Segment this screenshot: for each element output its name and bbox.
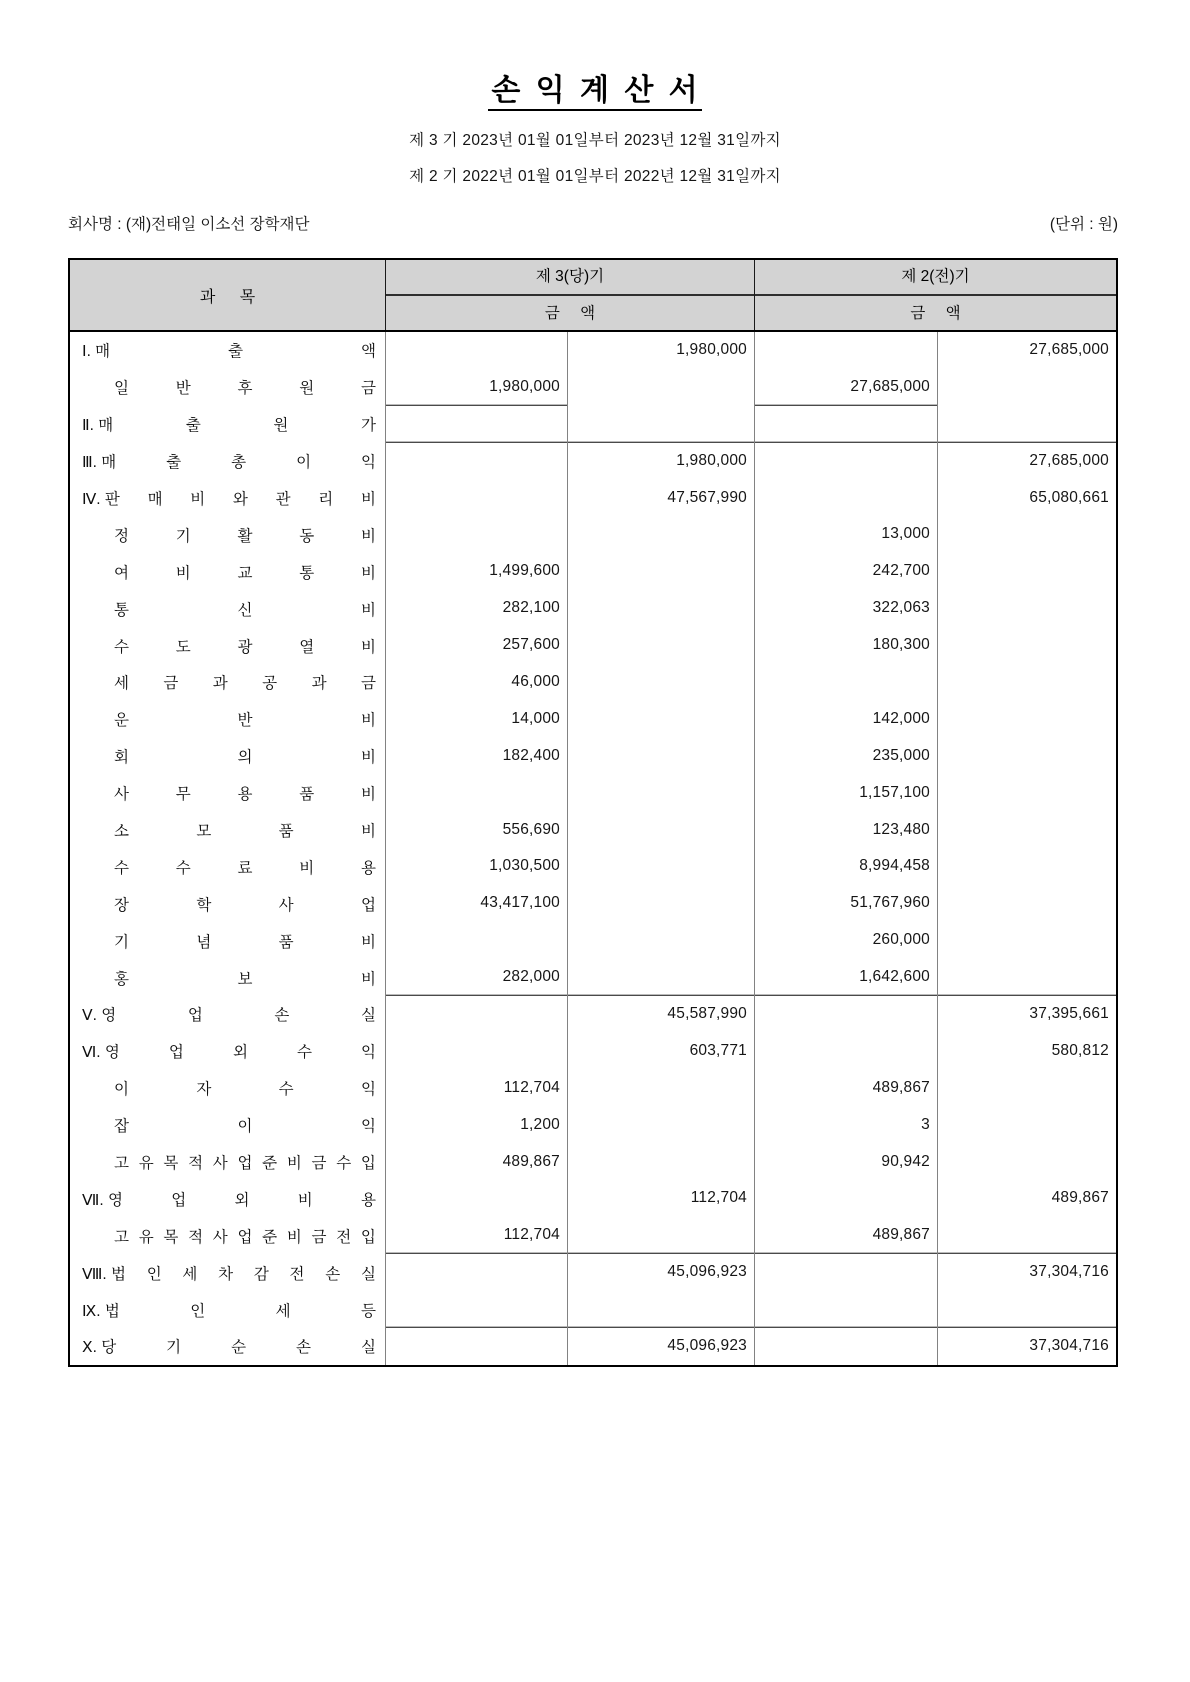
amount-prior-detail <box>755 332 938 369</box>
amount-prior-total <box>938 1107 1116 1144</box>
amount-prior-total <box>938 959 1116 996</box>
amount-current-total <box>568 664 755 701</box>
amount-current-total <box>568 848 755 885</box>
amount-prior-detail <box>755 480 938 517</box>
account-cell: Ⅴ. 영 업 손 실 <box>70 996 386 1033</box>
table-row <box>70 406 1116 443</box>
amount-current-total <box>568 959 755 996</box>
amount-prior-total <box>938 1217 1116 1254</box>
table-row <box>70 1217 1116 1254</box>
period-header-prior <box>755 260 1116 330</box>
amount-current-total: 1,980,000 <box>568 443 755 480</box>
account-cell: 일 반 후 원 금 <box>70 369 386 406</box>
amount-prior-detail: 235,000 <box>755 738 938 775</box>
amount-prior-detail <box>755 1328 938 1365</box>
amount-prior-total: 65,080,661 <box>1029 488 1109 506</box>
amount-current-total <box>568 1144 755 1181</box>
company-row <box>68 212 1118 234</box>
table-header <box>70 260 1116 332</box>
amount-current-detail: 489,867 <box>386 1144 568 1181</box>
amount-prior-detail <box>755 664 938 701</box>
account-cell: 수 도 광 열 비 <box>70 627 386 664</box>
amount-prior-detail <box>755 1254 938 1291</box>
account-cell: 고 유 목 적 사 업 준 비 금 전 입 <box>70 1217 386 1254</box>
table-row <box>70 1180 1116 1217</box>
amount-current-total <box>568 1070 755 1107</box>
amount-prior-detail: 8,994,458 <box>755 848 938 885</box>
table-row <box>70 775 1116 812</box>
table-row <box>70 664 1116 701</box>
amount-prior-total: 580,812 <box>1051 1041 1109 1059</box>
amount-current-total <box>568 516 755 553</box>
amount-current-total <box>568 627 755 664</box>
amount-current-detail: 182,400 <box>386 738 568 775</box>
account-cell: 운 반 비 <box>70 701 386 738</box>
amount-current-detail: 112,704 <box>386 1217 568 1254</box>
table-row <box>70 848 1116 885</box>
account-cell: 이 자 수 익 <box>70 1070 386 1107</box>
account-cell: Ⅱ. 매 출 원 가 <box>70 406 386 443</box>
amount-prior-total <box>938 627 1116 664</box>
amount-current-total: 45,587,990 <box>568 996 755 1033</box>
amount-prior-detail: 180,300 <box>755 627 938 664</box>
amount-current-detail <box>386 1180 568 1217</box>
amount-current-detail <box>386 406 568 443</box>
table-row <box>70 885 1116 922</box>
table-row <box>70 553 1116 590</box>
amount-current-total <box>568 1107 755 1144</box>
amount-prior-detail: 13,000 <box>755 516 938 553</box>
amount-prior-detail: 1,157,100 <box>755 775 938 812</box>
period-current-label: 제 3(당)기 <box>386 260 754 296</box>
account-cell: 수 수 료 비 용 <box>70 848 386 885</box>
amount-prior-detail <box>755 1291 938 1328</box>
amount-prior-total <box>938 812 1116 849</box>
amount-current-detail: 1,499,600 <box>386 553 568 590</box>
amount-current-total: 1,980,000 <box>568 332 755 369</box>
amount-current-total <box>568 812 755 849</box>
amount-prior-detail: 123,480 <box>755 812 938 849</box>
amount-current-detail: 1,200 <box>386 1107 568 1144</box>
income-statement-table <box>68 258 1118 1367</box>
amount-current-detail <box>386 516 568 553</box>
period-header-current <box>386 260 755 330</box>
amount-prior-detail: 260,000 <box>755 922 938 959</box>
amount-prior-detail <box>755 1180 938 1217</box>
amount-prior-total <box>938 701 1116 738</box>
amount-prior-total: 37,304,716 <box>1029 1337 1109 1355</box>
amount-current-total <box>568 553 755 590</box>
period-line-2: 제 2 기 2022년 01월 01일부터 2022년 12월 31일까지 <box>409 168 781 185</box>
account-cell: 통 신 비 <box>70 590 386 627</box>
amount-current-total <box>568 738 755 775</box>
amount-current-detail: 112,704 <box>386 1070 568 1107</box>
amount-prior-detail: 27,685,000 <box>755 369 938 406</box>
amount-prior-total <box>938 406 1116 443</box>
account-cell: Ⅹ. 당 기 순 손 실 <box>70 1328 386 1365</box>
amount-current-total: 47,567,990 <box>568 480 755 517</box>
account-cell: 여 비 교 통 비 <box>70 553 386 590</box>
amount-prior-total: 37,395,661 <box>1029 1005 1109 1023</box>
table-row <box>70 701 1116 738</box>
amount-current-detail: 257,600 <box>386 627 568 664</box>
table-row <box>70 1254 1116 1291</box>
account-cell: 홍 보 비 <box>70 959 386 996</box>
account-cell: Ⅲ. 매 출 총 이 익 <box>70 443 386 480</box>
amount-prior-total <box>938 553 1116 590</box>
amount-prior-detail: 142,000 <box>755 701 938 738</box>
account-cell: Ⅶ. 영 업 외 비 용 <box>70 1180 386 1217</box>
amount-current-detail <box>386 332 568 369</box>
amount-prior-detail: 242,700 <box>755 553 938 590</box>
amount-prior-detail: 489,867 <box>755 1217 938 1254</box>
amount-prior-total <box>938 775 1116 812</box>
amount-current-detail <box>386 922 568 959</box>
account-cell: 회 의 비 <box>70 738 386 775</box>
account-cell: 잡 이 익 <box>70 1107 386 1144</box>
table-row <box>70 369 1116 406</box>
document-title-wrap <box>0 74 1190 111</box>
unit-label: (단위 : 원) <box>1049 216 1118 233</box>
account-cell: 장 학 사 업 <box>70 885 386 922</box>
amount-prior-detail: 3 <box>755 1107 938 1144</box>
amount-prior-total <box>938 848 1116 885</box>
amount-current-detail <box>386 1328 568 1365</box>
period-prior-label: 제 2(전)기 <box>755 260 1116 296</box>
table-row <box>70 1070 1116 1107</box>
account-cell: Ⅵ. 영 업 외 수 익 <box>70 1033 386 1070</box>
amount-current-detail: 282,100 <box>386 590 568 627</box>
account-cell: 사 무 용 품 비 <box>70 775 386 812</box>
table-row <box>70 516 1116 553</box>
amount-current-detail <box>386 996 568 1033</box>
amount-prior-detail: 1,642,600 <box>755 959 938 996</box>
amount-current-total: 45,096,923 <box>568 1328 755 1365</box>
amount-current-detail: 556,690 <box>386 812 568 849</box>
table-row <box>70 1033 1116 1070</box>
document-title: 손 익 계 산 서 <box>488 74 701 111</box>
amount-prior-total: 27,685,000 <box>1029 451 1109 469</box>
account-column-header: 과 목 <box>70 260 386 330</box>
account-cell: Ⅰ. 매 출 액 <box>70 332 386 369</box>
amount-current-detail: 1,980,000 <box>386 369 568 406</box>
period-line-1: 제 3 기 2023년 01월 01일부터 2023년 12월 31일까지 <box>409 132 781 149</box>
account-cell: 정 기 활 동 비 <box>70 516 386 553</box>
company-name: 회사명 : (재)전태일 이소선 장학재단 <box>68 216 310 233</box>
amount-current-total: 112,704 <box>568 1180 755 1217</box>
amount-prior-detail: 90,942 <box>755 1144 938 1181</box>
table-row <box>70 1144 1116 1181</box>
amount-prior-detail <box>755 1033 938 1070</box>
amount-current-detail: 43,417,100 <box>386 885 568 922</box>
amount-prior-total <box>938 1291 1116 1328</box>
amount-prior-total <box>938 516 1116 553</box>
amount-prior-detail: 51,767,960 <box>755 885 938 922</box>
table-row <box>70 996 1116 1033</box>
amount-header-prior: 금 액 <box>910 305 961 322</box>
table-row <box>70 627 1116 664</box>
amount-prior-total <box>938 738 1116 775</box>
amount-prior-total <box>938 1070 1116 1107</box>
table-row <box>70 1107 1116 1144</box>
amount-current-total <box>568 701 755 738</box>
account-cell: 고 유 목 적 사 업 준 비 금 수 입 <box>70 1144 386 1181</box>
amount-current-detail: 46,000 <box>386 664 568 701</box>
amount-prior-total: 37,304,716 <box>1029 1263 1109 1281</box>
amount-prior-total <box>938 922 1116 959</box>
table-row <box>70 590 1116 627</box>
amount-current-total <box>568 369 755 406</box>
amount-current-detail <box>386 480 568 517</box>
period-headers <box>386 260 1116 330</box>
amount-prior-detail: 489,867 <box>755 1070 938 1107</box>
amount-current-total <box>568 590 755 627</box>
account-cell: 세 금 과 공 과 금 <box>70 664 386 701</box>
table-row <box>70 959 1116 996</box>
account-cell: 기 념 품 비 <box>70 922 386 959</box>
account-cell: Ⅷ. 법 인 세 차 감 전 손 실 <box>70 1254 386 1291</box>
account-cell: Ⅳ. 판 매 비 와 관 리 비 <box>70 480 386 517</box>
amount-prior-total <box>938 664 1116 701</box>
amount-prior-total: 489,867 <box>1051 1189 1109 1207</box>
amount-prior-detail <box>755 443 938 480</box>
amount-prior-total <box>938 885 1116 922</box>
amount-current-total: 45,096,923 <box>568 1254 755 1291</box>
amount-current-detail: 1,030,500 <box>386 848 568 885</box>
amount-current-total <box>568 1217 755 1254</box>
account-cell: Ⅸ. 법 인 세 등 <box>70 1291 386 1328</box>
amount-current-detail <box>386 1033 568 1070</box>
amount-prior-detail <box>755 406 938 443</box>
table-row <box>70 738 1116 775</box>
account-cell: 소 모 품 비 <box>70 812 386 849</box>
table-row <box>70 443 1116 480</box>
amount-prior-total: 27,685,000 <box>1029 341 1109 358</box>
amount-prior-total <box>938 369 1116 406</box>
amount-current-detail <box>386 775 568 812</box>
table-row <box>70 922 1116 959</box>
table-row <box>70 812 1116 849</box>
amount-current-detail: 282,000 <box>386 959 568 996</box>
amount-current-total <box>568 406 755 443</box>
amount-header-current: 금 액 <box>544 305 596 322</box>
amount-current-detail <box>386 1254 568 1291</box>
amount-current-detail: 14,000 <box>386 701 568 738</box>
table-body <box>70 332 1116 1365</box>
table-row <box>70 332 1116 369</box>
amount-current-total <box>568 1291 755 1328</box>
table-row <box>70 480 1116 517</box>
amount-prior-total <box>938 1144 1116 1181</box>
amount-prior-detail <box>755 996 938 1033</box>
table-row <box>70 1291 1116 1328</box>
amount-current-detail <box>386 1291 568 1328</box>
amount-current-total <box>568 922 755 959</box>
table-row <box>70 1328 1116 1365</box>
amount-current-total <box>568 885 755 922</box>
amount-prior-total <box>938 590 1116 627</box>
amount-current-total: 603,771 <box>568 1033 755 1070</box>
amount-current-detail <box>386 443 568 480</box>
amount-current-total <box>568 775 755 812</box>
amount-prior-detail: 322,063 <box>755 590 938 627</box>
